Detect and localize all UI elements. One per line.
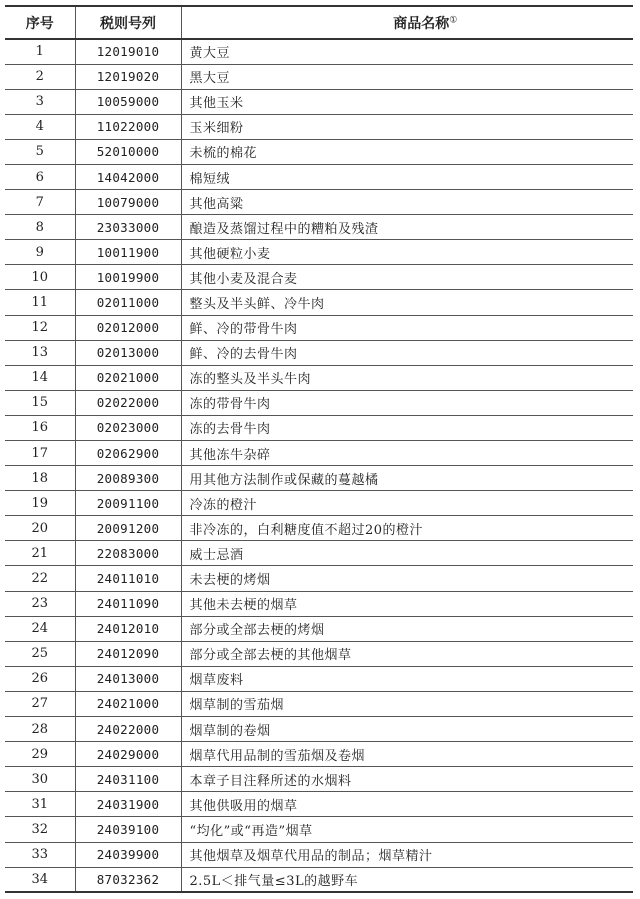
row-index-cell: 33 <box>5 842 75 867</box>
row-code-cell: 87032362 <box>75 867 181 892</box>
row-index-cell: 25 <box>5 641 75 666</box>
row-index-cell: 29 <box>5 742 75 767</box>
table-row <box>5 390 633 415</box>
row-code-cell: 24021000 <box>75 691 181 716</box>
table-row <box>5 616 633 641</box>
table-row <box>5 265 633 290</box>
row-index-cell: 18 <box>5 466 75 491</box>
row-code-cell: 02022000 <box>75 390 181 415</box>
row-name-cell: 其他烟草及烟草代用品的制品；烟草精汁 <box>181 842 633 867</box>
row-index-cell: 2 <box>5 64 75 89</box>
row-code-cell: 24031900 <box>75 792 181 817</box>
row-index-cell: 10 <box>5 265 75 290</box>
row-code-cell: 24012090 <box>75 641 181 666</box>
table-row <box>5 591 633 616</box>
row-code-cell: 14042000 <box>75 164 181 189</box>
row-index-cell: 19 <box>5 491 75 516</box>
row-code-cell: 24039900 <box>75 842 181 867</box>
row-code-cell: 24011090 <box>75 591 181 616</box>
row-index-cell: 16 <box>5 415 75 440</box>
table-row <box>5 415 633 440</box>
header-name <box>181 6 633 39</box>
row-name-cell: “均化”或“再造”烟草 <box>181 817 633 842</box>
row-index-cell: 14 <box>5 365 75 390</box>
table-row <box>5 767 633 792</box>
row-code-cell: 02011000 <box>75 290 181 315</box>
row-name-cell: 部分或全部去梗的其他烟草 <box>181 641 633 666</box>
table-row <box>5 190 633 215</box>
row-code-cell: 24012010 <box>75 616 181 641</box>
table-row <box>5 566 633 591</box>
row-index-cell: 26 <box>5 666 75 691</box>
row-index-cell: 6 <box>5 164 75 189</box>
table-row <box>5 139 633 164</box>
row-index-cell: 28 <box>5 717 75 742</box>
row-name-cell: 玉米细粉 <box>181 114 633 139</box>
header-index: 序号 <box>5 6 75 39</box>
row-name-cell: 冷冻的橙汁 <box>181 491 633 516</box>
row-index-cell: 21 <box>5 541 75 566</box>
table-row <box>5 64 633 89</box>
row-index-cell: 27 <box>5 691 75 716</box>
row-index-cell: 7 <box>5 190 75 215</box>
table-row <box>5 290 633 315</box>
row-code-cell: 24031100 <box>75 767 181 792</box>
table-header-row <box>5 6 633 39</box>
row-name-cell: 其他未去梗的烟草 <box>181 591 633 616</box>
header-name-footnote: ① <box>449 14 458 25</box>
row-code-cell: 24022000 <box>75 717 181 742</box>
row-code-cell: 23033000 <box>75 215 181 240</box>
table-row <box>5 717 633 742</box>
table-row <box>5 691 633 716</box>
row-name-cell: 冻的整头及半头牛肉 <box>181 365 633 390</box>
row-index-cell: 20 <box>5 516 75 541</box>
row-name-cell: 烟草代用品制的雪茄烟及卷烟 <box>181 742 633 767</box>
row-index-cell: 34 <box>5 867 75 892</box>
row-name-cell: 未去梗的烤烟 <box>181 566 633 591</box>
tariff-table <box>5 5 633 893</box>
row-index-cell: 5 <box>5 139 75 164</box>
row-index-cell: 3 <box>5 89 75 114</box>
row-index-cell: 11 <box>5 290 75 315</box>
row-name-cell: 烟草制的卷烟 <box>181 717 633 742</box>
tariff-table-container <box>5 5 633 893</box>
table-row <box>5 867 633 892</box>
row-code-cell: 20089300 <box>75 466 181 491</box>
row-name-cell: 其他玉米 <box>181 89 633 114</box>
row-index-cell: 31 <box>5 792 75 817</box>
table-row <box>5 491 633 516</box>
row-code-cell: 24013000 <box>75 666 181 691</box>
table-row <box>5 441 633 466</box>
row-code-cell: 10011900 <box>75 240 181 265</box>
table-row <box>5 315 633 340</box>
row-name-cell: 其他硬粒小麦 <box>181 240 633 265</box>
table-row <box>5 541 633 566</box>
row-code-cell: 02021000 <box>75 365 181 390</box>
row-index-cell: 13 <box>5 340 75 365</box>
row-name-cell: 鲜、冷的去骨牛肉 <box>181 340 633 365</box>
row-name-cell: 黑大豆 <box>181 64 633 89</box>
row-index-cell: 15 <box>5 390 75 415</box>
table-row <box>5 340 633 365</box>
row-code-cell: 02023000 <box>75 415 181 440</box>
table-row <box>5 365 633 390</box>
row-name-cell: 整头及半头鲜、冷牛肉 <box>181 290 633 315</box>
row-code-cell: 10079000 <box>75 190 181 215</box>
row-code-cell: 52010000 <box>75 139 181 164</box>
table-row <box>5 516 633 541</box>
table-row <box>5 641 633 666</box>
row-name-cell: 鲜、冷的带骨牛肉 <box>181 315 633 340</box>
table-row <box>5 89 633 114</box>
table-row <box>5 466 633 491</box>
table-row <box>5 842 633 867</box>
row-index-cell: 24 <box>5 616 75 641</box>
row-code-cell: 24011010 <box>75 566 181 591</box>
table-row <box>5 742 633 767</box>
row-name-cell: 其他高粱 <box>181 190 633 215</box>
row-code-cell: 22083000 <box>75 541 181 566</box>
row-code-cell: 02013000 <box>75 340 181 365</box>
row-code-cell: 02012000 <box>75 315 181 340</box>
row-name-cell: 酿造及蒸馏过程中的糟粕及残渣 <box>181 215 633 240</box>
row-code-cell: 20091100 <box>75 491 181 516</box>
row-name-cell: 烟草废料 <box>181 666 633 691</box>
header-name-label: 商品名称 <box>393 15 450 32</box>
row-name-cell: 烟草制的雪茄烟 <box>181 691 633 716</box>
row-index-cell: 4 <box>5 114 75 139</box>
table-row <box>5 164 633 189</box>
row-index-cell: 1 <box>5 39 75 64</box>
row-index-cell: 32 <box>5 817 75 842</box>
table-body <box>5 39 633 892</box>
row-name-cell: 部分或全部去梗的烤烟 <box>181 616 633 641</box>
row-code-cell: 10059000 <box>75 89 181 114</box>
row-name-cell: 其他小麦及混合麦 <box>181 265 633 290</box>
header-code: 税则号列 <box>75 6 181 39</box>
row-code-cell: 12019020 <box>75 64 181 89</box>
row-index-cell: 12 <box>5 315 75 340</box>
row-index-cell: 30 <box>5 767 75 792</box>
row-code-cell: 02062900 <box>75 441 181 466</box>
row-index-cell: 17 <box>5 441 75 466</box>
row-code-cell: 24039100 <box>75 817 181 842</box>
row-code-cell: 20091200 <box>75 516 181 541</box>
table-row <box>5 39 633 64</box>
row-index-cell: 22 <box>5 566 75 591</box>
row-name-cell: 棉短绒 <box>181 164 633 189</box>
table-row <box>5 817 633 842</box>
table-row <box>5 240 633 265</box>
row-name-cell: 未梳的棉花 <box>181 139 633 164</box>
row-code-cell: 24029000 <box>75 742 181 767</box>
row-name-cell: 其他供吸用的烟草 <box>181 792 633 817</box>
row-name-cell: 2.5L＜排气量≤3L的越野车 <box>181 867 633 892</box>
row-name-cell: 本章子目注释所述的水烟料 <box>181 767 633 792</box>
row-name-cell: 冻的带骨牛肉 <box>181 390 633 415</box>
row-name-cell: 非冷冻的，白利糖度值不超过20的橙汁 <box>181 516 633 541</box>
row-code-cell: 12019010 <box>75 39 181 64</box>
row-code-cell: 10019900 <box>75 265 181 290</box>
table-row <box>5 114 633 139</box>
row-name-cell: 其他冻牛杂碎 <box>181 441 633 466</box>
row-index-cell: 9 <box>5 240 75 265</box>
row-name-cell: 黄大豆 <box>181 39 633 64</box>
row-code-cell: 11022000 <box>75 114 181 139</box>
table-row <box>5 215 633 240</box>
row-index-cell: 23 <box>5 591 75 616</box>
row-name-cell: 用其他方法制作或保藏的蔓越橘 <box>181 466 633 491</box>
row-name-cell: 冻的去骨牛肉 <box>181 415 633 440</box>
row-index-cell: 8 <box>5 215 75 240</box>
row-name-cell: 威士忌酒 <box>181 541 633 566</box>
table-row <box>5 666 633 691</box>
table-row <box>5 792 633 817</box>
